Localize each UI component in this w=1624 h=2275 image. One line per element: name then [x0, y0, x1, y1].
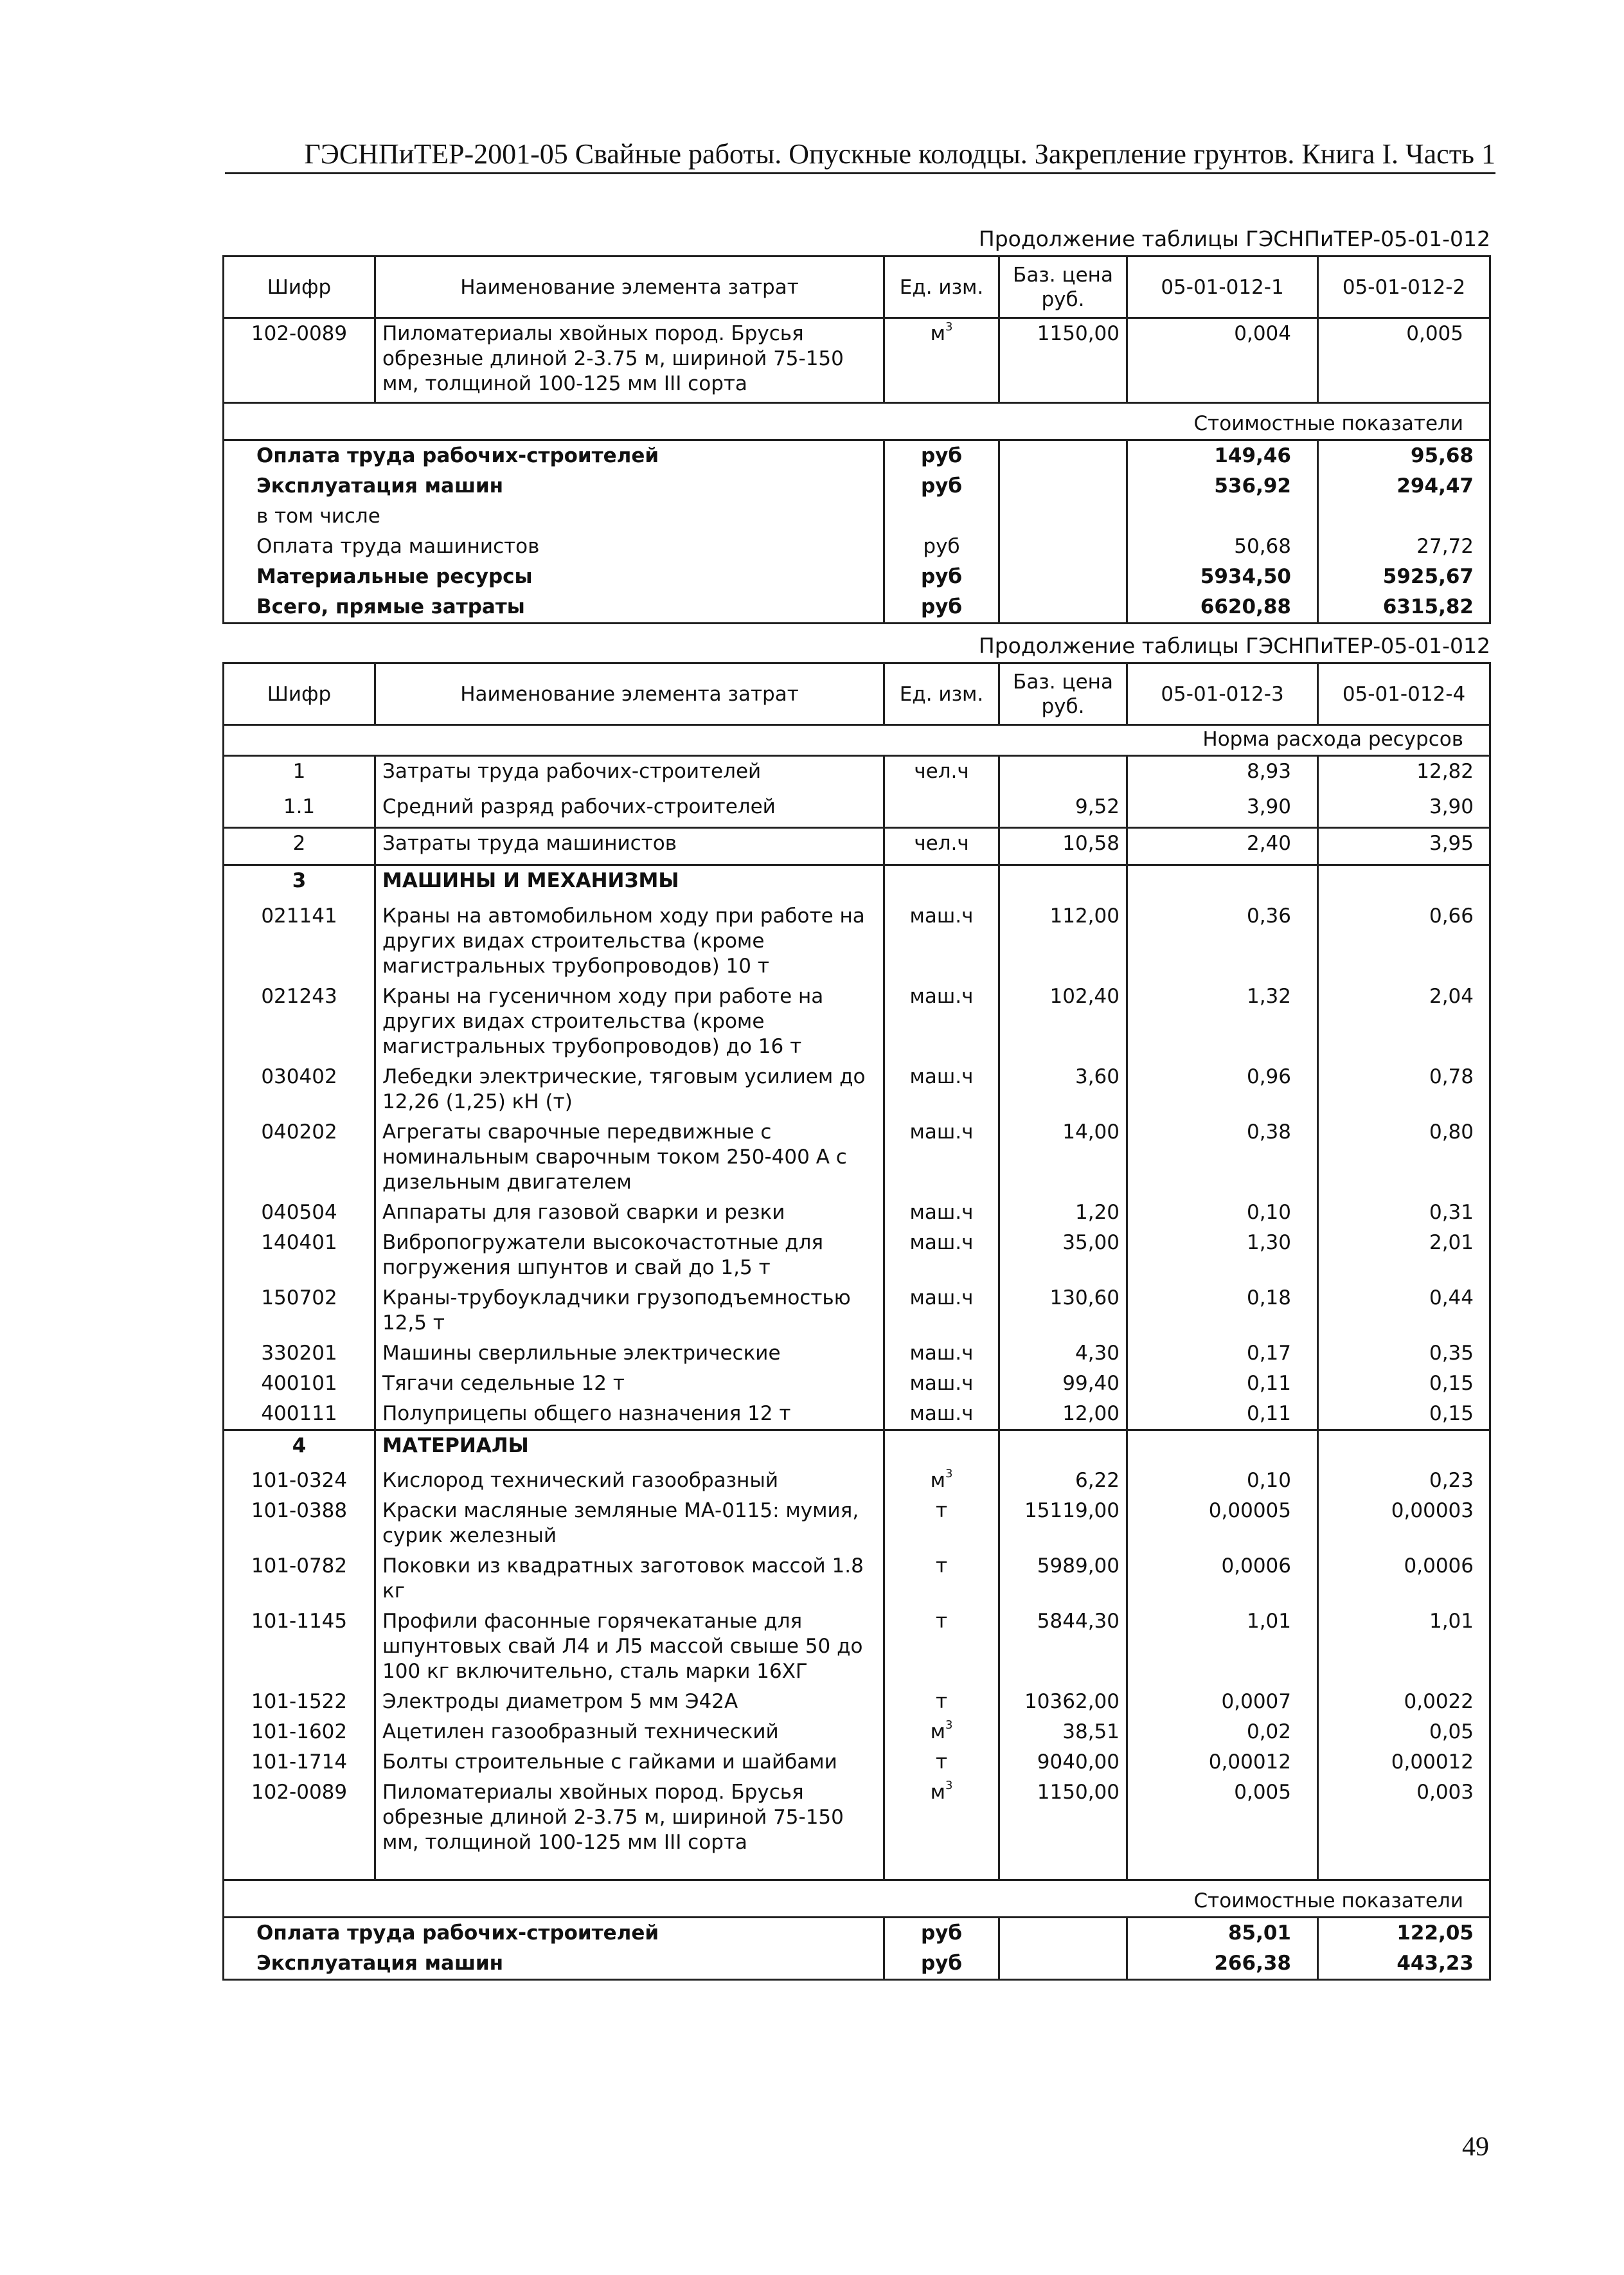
cost-section-label: Стоимостные показатели	[224, 403, 1490, 440]
cost-row: Материальные ресурсы руб 5934,50 5925,67	[224, 562, 1490, 592]
machine-row: 030402 Лебедки электрические, тяговым усилием до 12,26 (1,25) кН (т) маш.ч 3,60 0,96 0,78	[224, 1062, 1490, 1117]
material-row: 101-1522 Электроды диаметром 5 мм Э42А т 10362,00 0,0007 0,0022	[224, 1687, 1490, 1717]
col-header-unit: Ед. изм.	[884, 663, 999, 725]
table-row: 2 Затраты труда машинистов чел.ч 10,58 2,40 3,95	[224, 828, 1490, 865]
col-header-b: 05-01-012-4	[1318, 663, 1490, 725]
table1	[222, 255, 1491, 624]
material-row: 101-1602 Ацетилен газообразный технический $м^3$ 38,51 0,02 0,05	[224, 1717, 1490, 1747]
machine-row: 400111 Полуприцепы общего назначения 12 т маш.ч 12,00 0,11 0,15	[224, 1399, 1490, 1430]
material-row: 101-0782 Поковки из квадратных заготовок массой 1.8 кг т 5989,00 0,0006 0,0006	[224, 1551, 1490, 1606]
table2	[222, 662, 1491, 1981]
material-row: 101-1714 Болты строительные с гайками и шайбами т 9040,00 0,00012 0,00012	[224, 1747, 1490, 1777]
table-row: 102-0089 Пиломатериалы хвойных пород. Брусья обрезные длиной 2-3.75 м, шириной 75-150 мм, толщиной 100-125 мм III сорта $м^3$ 1150,00 0,004 0,005	[224, 318, 1490, 403]
cost-section-row	[224, 403, 1490, 440]
machine-row: 021243 Краны на гусеничном ходу при работе на других видах строительства (кроме магистральных трубопроводов) до 16 т маш.ч 102,40 1,32 2,04	[224, 982, 1490, 1062]
material-row: 101-0388 Краски масляные земляные МА-0115: мумия, сурик железный т 15119,00 0,00005 0,00003	[224, 1496, 1490, 1551]
cost-row: Всего, прямые затраты руб 6620,88 6315,82	[224, 592, 1490, 624]
norm-section-row	[224, 725, 1490, 756]
machine-row: 150702 Краны-трубоукладчики грузоподъемностью 12,5 т маш.ч 130,60 0,18 0,44	[224, 1283, 1490, 1338]
material-row: 102-0089 Пиломатериалы хвойных пород. Брусья обрезные длиной 2-3.75 м, шириной 75-150 мм, толщиной 100-125 мм III сорта $м^3$ 1150,00 0,005 0,003	[224, 1777, 1490, 1858]
cost-row: Оплата труда рабочих-строителей руб 149,46 95,68	[224, 440, 1490, 472]
page-number: 49	[1462, 2132, 1489, 2162]
col-header-unit: Ед. изм.	[884, 256, 999, 318]
machine-row: 140401 Вибропогружатели высокочастотные для погружения шпунтов и свай до 1,5 т маш.ч 35,00 1,30 2,01	[224, 1228, 1490, 1283]
machine-row: 021141 Краны на автомобильном ходу при работе на других видах строительства (кроме магистральных трубопроводов) 10 т маш.ч 112,00 0,36 0,66	[224, 901, 1490, 982]
cost-row: Оплата труда машинистов руб 50,68 27,72	[224, 532, 1490, 562]
norm-section-label: Норма расхода ресурсов	[224, 725, 1490, 756]
col-header-name: Наименование элемента затрат	[375, 663, 884, 725]
table-row: 1.1 Средний разряд рабочих-строителей 9,52 3,90 3,90	[224, 792, 1490, 828]
section-row: 3 МАШИНЫ И МЕХАНИЗМЫ	[224, 865, 1490, 901]
cost-row: в том числе	[224, 501, 1490, 532]
machine-row: 040504 Аппараты для газовой сварки и резки маш.ч 1,20 0,10 0,31	[224, 1198, 1490, 1228]
col-header-code: Шифр	[224, 663, 375, 725]
running-header: ГЭСНПиТЕР-2001-05 Свайные работы. Опускные колодцы. Закрепление грунтов. Книга I. Часть 1	[225, 136, 1495, 174]
material-row: 101-0324 Кислород технический газообразный $м^3$ 6,22 0,10 0,23	[224, 1466, 1490, 1496]
machine-row: 330201 Машины сверлильные электрические маш.ч 4,30 0,17 0,35	[224, 1338, 1490, 1369]
table1-caption: Продолжение таблицы ГЭСНПиТЕР-05-01-012	[978, 226, 1490, 251]
col-header-price: Баз. цена руб.	[999, 256, 1127, 318]
col-header-b: 05-01-012-2	[1318, 256, 1490, 318]
col-header-a: 05-01-012-3	[1127, 663, 1318, 725]
col-header-name: Наименование элемента затрат	[375, 256, 884, 318]
col-header-a: 05-01-012-1	[1127, 256, 1318, 318]
spacer-row	[224, 1858, 1490, 1880]
section-row: 4 МАТЕРИАЛЫ	[224, 1430, 1490, 1466]
material-row: 101-1145 Профили фасонные горячекатаные для шпунтовых свай Л4 и Л5 массой свыше 50 до 100 кг включительно, сталь марки 16ХГ т 5844,30 1,01 1,01	[224, 1606, 1490, 1687]
col-header-price: Баз. цена руб.	[999, 663, 1127, 725]
cost-row: Оплата труда рабочих-строителей руб 85,01 122,05	[224, 1917, 1490, 1948]
table-row: 1 Затраты труда рабочих-строителей чел.ч 8,93 12,82	[224, 756, 1490, 792]
col-header-code: Шифр	[224, 256, 375, 318]
cost-row: Эксплуатация машин руб 266,38 443,23	[224, 1948, 1490, 1980]
machine-row: 040202 Агрегаты сварочные передвижные с номинальным сварочным током 250-400 А с дизельным двигателем маш.ч 14,00 0,38 0,80	[224, 1117, 1490, 1198]
cost-section-row: Стоимостные показатели	[224, 1880, 1490, 1917]
machine-row: 400101 Тягачи седельные 12 т маш.ч 99,40 0,11 0,15	[224, 1369, 1490, 1399]
cost-row: Эксплуатация машин руб 536,92 294,47	[224, 471, 1490, 501]
table2-caption: Продолжение таблицы ГЭСНПиТЕР-05-01-012	[978, 633, 1490, 658]
